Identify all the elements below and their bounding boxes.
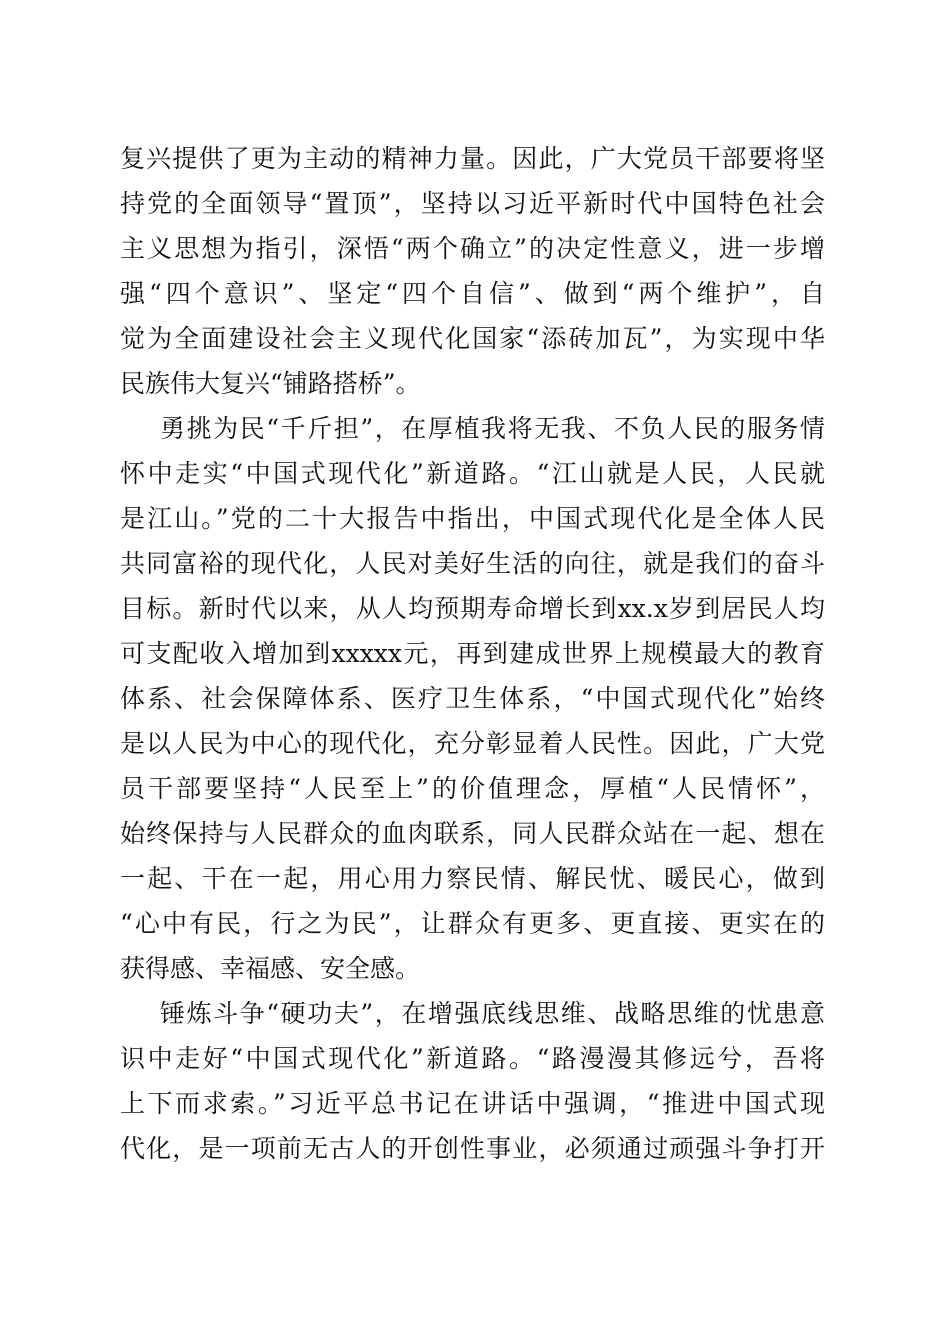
text-line: 觉为全面建设社会主义现代化国家“添砖加瓦”，为实现中华 <box>120 324 825 353</box>
text-line: 员干部要坚持“人民至上”的价值理念，厚植“人民情怀”， <box>120 774 825 803</box>
paragraph-start-line: 勇挑为民“千斤担”，在厚植我将无我、不负人民的服务情 <box>160 414 825 443</box>
text-line: 共同富裕的现代化，人民对美好生活的向往，就是我们的奋斗 <box>120 549 825 578</box>
text-line: 上下而求索。”习近平总书记在讲话中强调，“推进中国式现 <box>120 1089 825 1118</box>
text-line: 复兴提供了更为主动的精神力量。因此，广大党员干部要将坚 <box>120 144 825 173</box>
text-line: 获得感、幸福感、安全感。 <box>120 954 421 983</box>
text-line: 代化，是一项前无古人的开创性事业，必须通过顽强斗争打开 <box>120 1134 825 1163</box>
text-line: “心中有民，行之为民”，让群众有更多、更直接、更实在的 <box>120 909 825 938</box>
text-line: 强“四个意识”、坚定“四个自信”、做到“两个维护”，自 <box>120 279 825 308</box>
text-line: 识中走好“中国式现代化”新道路。“路漫漫其修远兮，吾将 <box>120 1044 825 1073</box>
text-line: 一起、干在一起，用心用力察民情、解民忧、暖民心，做到 <box>120 864 825 893</box>
body-text <box>120 136 825 1171</box>
paragraph-start-line: 锤炼斗争“硬功夫”，在增强底线思维、战略思维的忧患意 <box>160 999 825 1028</box>
text-line: 始终保持与人民群众的血肉联系，同人民群众站在一起、想在 <box>120 819 825 848</box>
text-line: 主义思想为指引，深悟“两个确立”的决定性意义，进一步增 <box>120 234 825 263</box>
text-line: 持党的全面领导“置顶”，坚持以习近平新时代中国特色社会 <box>120 189 825 218</box>
text-line: 体系、社会保障体系、医疗卫生体系，“中国式现代化”始终 <box>120 684 825 713</box>
text-line: 是以人民为中心的现代化，充分彰显着人民性。因此，广大党 <box>120 729 825 758</box>
text-line: 民族伟大复兴“铺路搭桥”。 <box>120 369 421 398</box>
text-line: 可支配收入增加到xxxxx元，再到建成世界上规模最大的教育 <box>120 639 825 668</box>
text-line: 怀中走实“中国式现代化”新道路。“江山就是人民，人民就 <box>120 459 825 488</box>
text-line: 是江山。”党的二十大报告中指出，中国式现代化是全体人民 <box>120 504 825 533</box>
text-line: 目标。新时代以来，从人均预期寿命增长到xx.x岁到居民人均 <box>120 594 825 623</box>
